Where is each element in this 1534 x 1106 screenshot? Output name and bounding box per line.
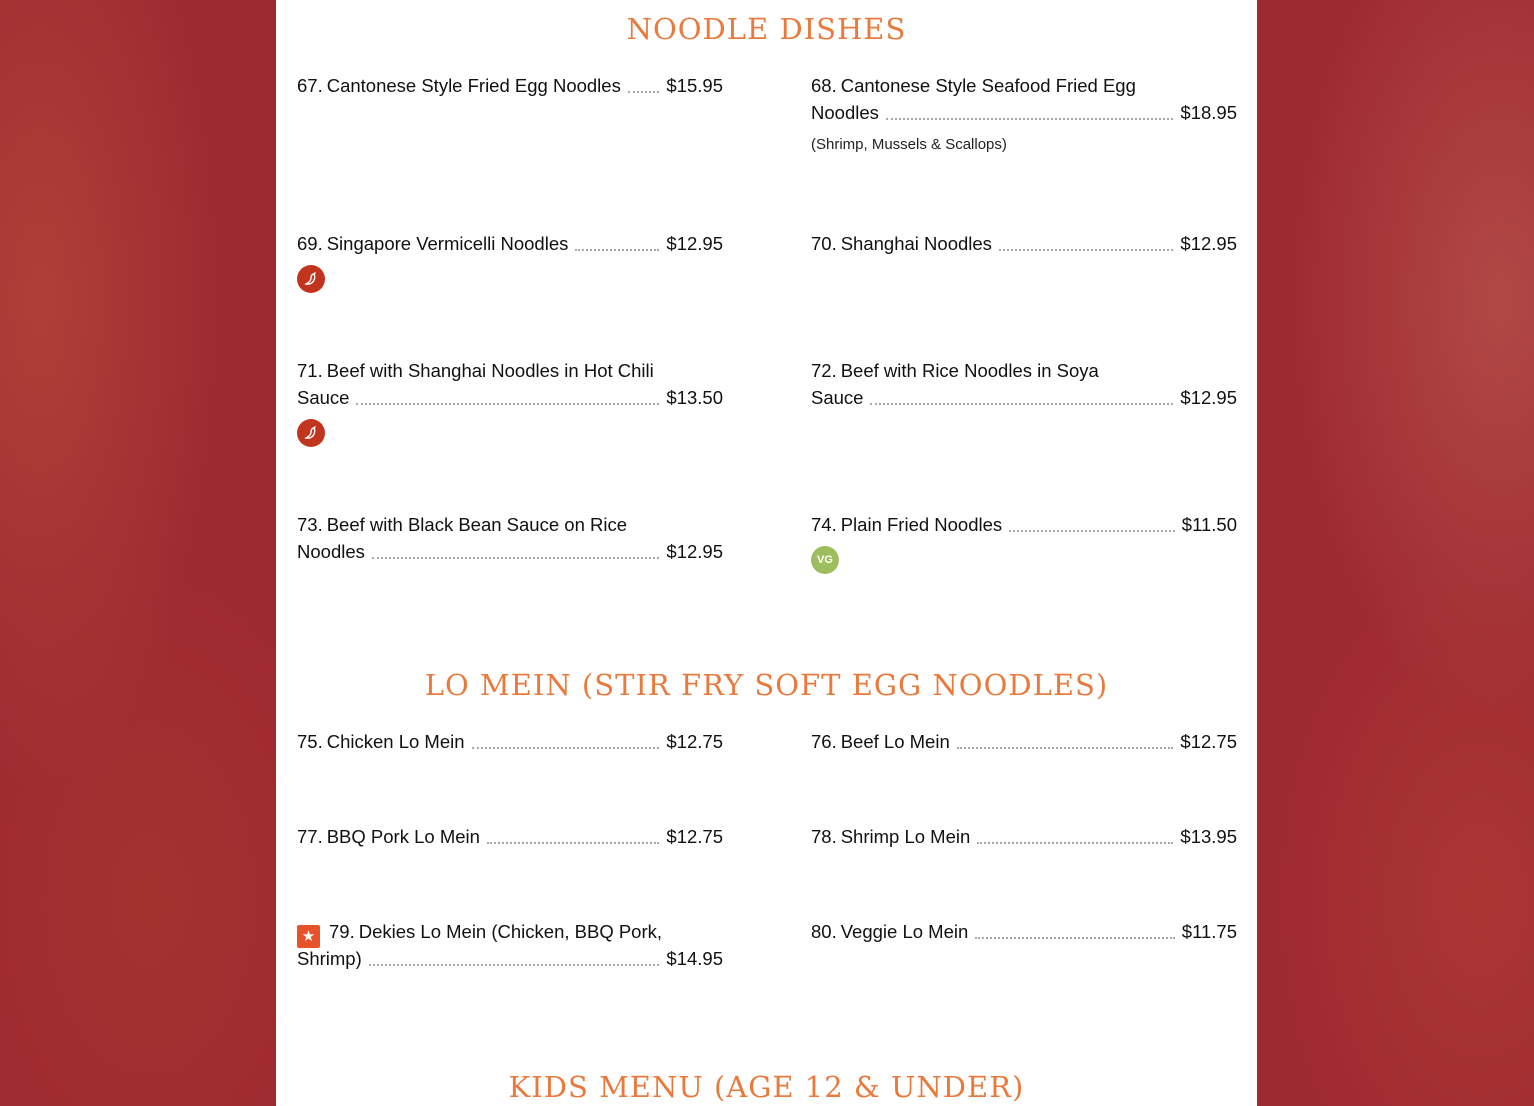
menu-item <box>811 72 1237 153</box>
item-name: Veggie Lo Mein <box>840 921 969 942</box>
item-number: 69. <box>297 233 323 254</box>
item-name: Cantonese Style Fried Egg Noodles <box>326 75 621 96</box>
item-price: $12.95 <box>1180 233 1237 254</box>
item-number: 74. <box>811 514 837 535</box>
item-number: 75. <box>297 731 323 752</box>
menu-item <box>297 511 723 565</box>
item-name: Singapore Vermicelli Noodles <box>326 233 569 254</box>
dot-leader <box>870 403 1173 405</box>
item-price: $12.75 <box>666 826 723 847</box>
dot-leader <box>975 937 1175 939</box>
vegan-badge-icon: VG <box>811 546 839 574</box>
item-number: 73. <box>297 514 323 535</box>
item-price: $12.95 <box>666 233 723 254</box>
menu-item <box>811 728 1237 755</box>
item-number: 80. <box>811 921 837 942</box>
dot-leader <box>575 249 659 251</box>
chili-pepper-icon <box>297 265 325 293</box>
item-name-line1: Beef with Rice Noodles in Soya <box>840 360 1099 381</box>
menu-item <box>297 72 723 99</box>
section-title-lo-mein: LO MEIN (STIR FRY SOFT EGG NOODLES) <box>424 668 1109 702</box>
item-name-line1: Beef with Shanghai Noodles in Hot Chili <box>326 360 654 381</box>
item-name: Shanghai Noodles <box>840 233 992 254</box>
menu-item <box>297 357 723 447</box>
item-name: Sauce <box>811 387 864 408</box>
item-name: Noodles <box>297 541 365 562</box>
item-number: 78. <box>811 826 837 847</box>
item-number: 68. <box>811 75 837 96</box>
item-price: $13.50 <box>666 387 723 408</box>
menu-item <box>811 918 1237 945</box>
dot-leader <box>628 91 660 93</box>
item-name-line1: Dekies Lo Mein (Chicken, BBQ Pork, <box>358 921 663 942</box>
item-number: 71. <box>297 360 323 381</box>
item-price: $18.95 <box>1180 102 1237 123</box>
item-price: $11.50 <box>1181 514 1237 535</box>
item-name: Chicken Lo Mein <box>326 731 465 752</box>
menu-item <box>297 823 723 850</box>
dot-leader <box>886 118 1174 120</box>
item-number: 70. <box>811 233 837 254</box>
item-name-line1: Beef with Black Bean Sauce on Rice <box>326 514 628 535</box>
dot-leader <box>369 964 660 966</box>
menu-item <box>811 230 1237 257</box>
star-icon: ★ <box>297 925 320 948</box>
menu-item <box>297 918 723 972</box>
item-name-line1: Cantonese Style Seafood Fried Egg <box>840 75 1136 96</box>
item-name: Plain Fried Noodles <box>840 514 1003 535</box>
dot-leader <box>957 747 1174 749</box>
section-title-kids-menu: KIDS MENU (AGE 12 & UNDER) <box>508 1070 1025 1104</box>
item-name: Beef Lo Mein <box>840 731 950 752</box>
item-name: Shrimp) <box>297 948 362 969</box>
dot-leader <box>356 403 659 405</box>
menu-item <box>811 511 1237 574</box>
item-name: BBQ Pork Lo Mein <box>326 826 480 847</box>
item-price: $12.75 <box>1180 731 1237 752</box>
dot-leader <box>372 557 660 559</box>
item-price: $14.95 <box>666 948 723 969</box>
dot-leader <box>1009 530 1175 532</box>
dot-leader <box>977 842 1173 844</box>
chili-pepper-icon <box>297 419 325 447</box>
menu-item <box>297 728 723 755</box>
menu-panel <box>276 0 1257 1106</box>
item-name: Shrimp Lo Mein <box>840 826 971 847</box>
dot-leader <box>487 842 659 844</box>
dot-leader <box>472 747 660 749</box>
item-price: $12.95 <box>1180 387 1237 408</box>
item-number: 72. <box>811 360 837 381</box>
item-price: $12.75 <box>666 731 723 752</box>
section-title-noodle-dishes: NOODLE DISHES <box>626 12 907 46</box>
dot-leader <box>999 249 1173 251</box>
item-price: $15.95 <box>666 75 723 96</box>
item-note: (Shrimp, Mussels & Scallops) <box>811 136 1007 153</box>
menu-item <box>811 823 1237 850</box>
menu-item <box>811 357 1237 411</box>
menu-item <box>297 230 723 293</box>
item-number: 79. <box>329 921 355 942</box>
item-number: 67. <box>297 75 323 96</box>
item-name: Noodles <box>811 102 879 123</box>
item-price: $12.95 <box>666 541 723 562</box>
item-price: $11.75 <box>1181 921 1237 942</box>
item-name: Sauce <box>297 387 350 408</box>
item-price: $13.95 <box>1180 826 1237 847</box>
item-number: 77. <box>297 826 323 847</box>
item-number: 76. <box>811 731 837 752</box>
